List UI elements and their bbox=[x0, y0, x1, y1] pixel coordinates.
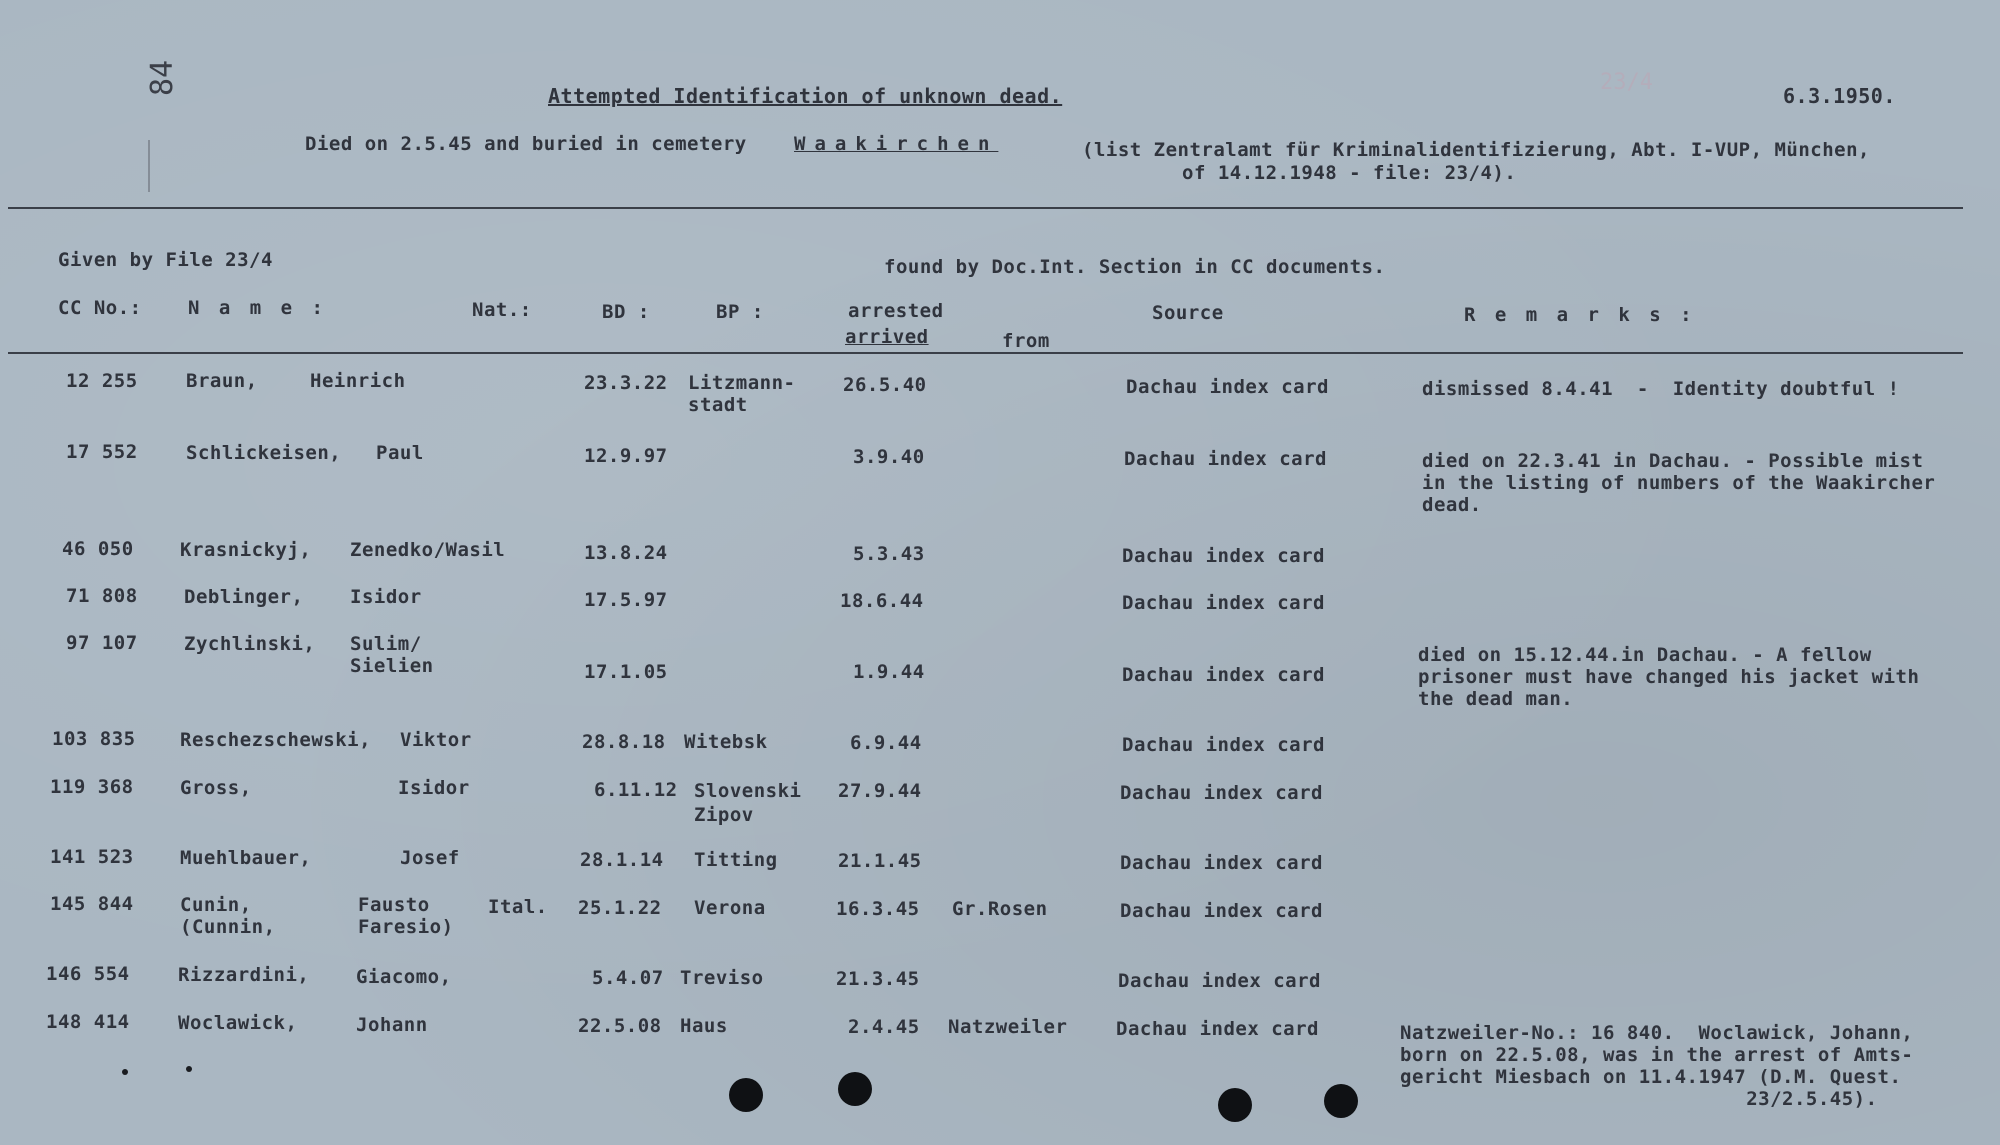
col-header-from: from bbox=[1002, 330, 1050, 352]
row-from: Gr.Rosen bbox=[952, 898, 1048, 920]
row-given-name: Giacomo, bbox=[356, 966, 452, 988]
row-cc-no: 17 552 bbox=[66, 441, 138, 463]
col-header-cc-no: CC No.: bbox=[58, 297, 142, 319]
row-source: Dachau index card bbox=[1120, 782, 1323, 804]
row-remarks: died on 22.3.41 in Dachau. - Possible mist in the listing of numbers of the Waakircher dead. bbox=[1422, 450, 1936, 516]
row-surname: Schlickeisen, bbox=[186, 442, 342, 464]
row-cc-no: 148 414 bbox=[46, 1011, 130, 1033]
row-arrived: 18.6.44 bbox=[840, 590, 924, 612]
row-source: Dachau index card bbox=[1116, 1018, 1319, 1040]
row-birth-date: 13.8.24 bbox=[584, 542, 668, 564]
row-cc-no: 141 523 bbox=[50, 846, 134, 868]
row-remarks: dismissed 8.4.41 - Identity doubtful ! bbox=[1422, 378, 1900, 400]
row-arrived: 3.9.40 bbox=[853, 446, 925, 468]
row-given-name: Johann bbox=[356, 1014, 428, 1036]
row-birth-place: Titting bbox=[694, 849, 778, 871]
row-given-name: Isidor bbox=[350, 586, 422, 608]
col-header-bp: BP : bbox=[716, 301, 764, 323]
row-surname: Deblinger, bbox=[184, 586, 304, 608]
row-birth-date: 6.11.12 bbox=[594, 779, 678, 801]
col-header-remarks: R e m a r k s : bbox=[1464, 304, 1696, 326]
row-source: Dachau index card bbox=[1122, 592, 1325, 614]
row-surname: Zychlinski, bbox=[184, 633, 316, 655]
row-cc-no: 119 368 bbox=[50, 776, 134, 798]
row-source: Dachau index card bbox=[1120, 852, 1323, 874]
row-birth-date: 12.9.97 bbox=[584, 445, 668, 467]
row-birth-date: 22.5.08 bbox=[578, 1015, 662, 1037]
row-birth-place: Treviso bbox=[680, 967, 764, 989]
row-source: Dachau index card bbox=[1122, 545, 1325, 567]
row-surname: Rizzardini, bbox=[178, 964, 310, 986]
row-remarks: died on 15.12.44.in Dachau. - A fellow prisoner must have changed his jacket with the dead man. bbox=[1418, 644, 1920, 710]
row-arrived: 21.1.45 bbox=[838, 850, 922, 872]
row-cc-no: 145 844 bbox=[50, 893, 134, 915]
row-remarks: Natzweiler-No.: 16 840. Woclawick, Johann, born on 22.5.08, was in the arrest of Amts- gericht Miesbach on 11.4.1947 (D.M. Quest. 23/2.5.45). bbox=[1400, 1022, 1914, 1110]
row-surname: Braun, bbox=[186, 370, 258, 392]
document-title: Attempted Identification of unknown dead. bbox=[548, 84, 1063, 108]
subtitle-source-line2: of 14.12.1948 - file: 23/4). bbox=[1182, 162, 1517, 184]
row-birth-date: 5.4.07 bbox=[592, 967, 664, 989]
row-given-name: Viktor bbox=[400, 729, 472, 751]
header-divider bbox=[8, 207, 1963, 209]
row-given-name: Isidor bbox=[398, 777, 470, 799]
row-cc-no: 12 255 bbox=[66, 370, 138, 392]
col-header-arrested: arrested bbox=[848, 300, 944, 322]
subtitle-source-line1: (list Zentralamt für Kriminalidentifizierung, Abt. I-VUP, München, bbox=[1082, 139, 1870, 161]
row-arrived: 5.3.43 bbox=[853, 543, 925, 565]
row-source: Dachau index card bbox=[1122, 734, 1325, 756]
col-header-nat: Nat.: bbox=[472, 299, 532, 321]
row-surname: Gross, bbox=[180, 777, 252, 799]
col-header-bd: BD : bbox=[602, 301, 650, 323]
row-birth-date: 17.1.05 bbox=[584, 661, 668, 683]
row-arrived: 2.4.45 bbox=[848, 1016, 920, 1038]
row-given-name: Josef bbox=[400, 847, 460, 869]
row-surname: Muehlbauer, bbox=[180, 847, 312, 869]
row-source: Dachau index card bbox=[1118, 970, 1321, 992]
row-arrived: 1.9.44 bbox=[853, 661, 925, 683]
row-surname: Reschezschewski, bbox=[180, 729, 372, 751]
row-arrived: 6.9.44 bbox=[850, 732, 922, 754]
row-given-name: Paul bbox=[376, 442, 424, 464]
margin-number: 84 bbox=[145, 59, 180, 96]
row-birth-date: 17.5.97 bbox=[584, 589, 668, 611]
row-source: Dachau index card bbox=[1120, 900, 1323, 922]
row-given-name: Fausto Faresio) bbox=[358, 894, 454, 938]
row-arrived: 27.9.44 bbox=[838, 780, 922, 802]
row-birth-place: Slovenski Zipov bbox=[694, 780, 802, 826]
row-given-name: Heinrich bbox=[310, 370, 406, 392]
row-given-name: Sulim/ Sielien bbox=[350, 633, 434, 677]
row-given-name: Zenedko/Wasil bbox=[350, 539, 506, 561]
punch-hole bbox=[1324, 1084, 1358, 1118]
section-left-label: Given by File 23/4 bbox=[58, 249, 273, 271]
faint-stamp: 23/4 bbox=[1600, 70, 1653, 95]
col-header-name: N a m e : bbox=[188, 297, 327, 319]
row-source: Dachau index card bbox=[1122, 664, 1325, 686]
row-source: Dachau index card bbox=[1126, 376, 1329, 398]
document-date: 6.3.1950. bbox=[1783, 84, 1896, 108]
section-right-label: found by Doc.Int. Section in CC documents. bbox=[884, 256, 1386, 278]
row-cc-no: 71 808 bbox=[66, 585, 138, 607]
row-birth-place: Litzmann- stadt bbox=[688, 372, 796, 416]
row-arrived: 16.3.45 bbox=[836, 898, 920, 920]
subtitle-prefix: Died on 2.5.45 and buried in cemetery bbox=[305, 133, 747, 155]
row-source: Dachau index card bbox=[1124, 448, 1327, 470]
row-cc-no: 146 554 bbox=[46, 963, 130, 985]
punch-hole bbox=[1218, 1088, 1252, 1122]
row-birth-place: Verona bbox=[694, 897, 766, 919]
col-header-arrived: arrived bbox=[845, 326, 929, 348]
cemetery-name: Waakirchen bbox=[794, 133, 999, 155]
row-nationality: Ital. bbox=[488, 896, 548, 918]
row-birth-date: 28.8.18 bbox=[582, 731, 666, 753]
row-surname: Cunin, (Cunnin, bbox=[180, 894, 276, 938]
punch-hole bbox=[838, 1072, 872, 1106]
row-birth-date: 25.1.22 bbox=[578, 897, 662, 919]
col-header-source: Source bbox=[1152, 302, 1224, 324]
row-birth-place: Haus bbox=[680, 1015, 728, 1037]
margin-tick bbox=[148, 140, 150, 192]
table-header-divider bbox=[8, 352, 1963, 354]
ink-speck bbox=[122, 1069, 128, 1075]
row-from: Natzweiler bbox=[948, 1016, 1068, 1038]
row-birth-date: 28.1.14 bbox=[580, 849, 664, 871]
punch-hole bbox=[729, 1078, 763, 1112]
row-cc-no: 103 835 bbox=[52, 728, 136, 750]
row-birth-place: Witebsk bbox=[684, 731, 768, 753]
row-arrived: 21.3.45 bbox=[836, 968, 920, 990]
ink-speck bbox=[186, 1066, 192, 1072]
row-birth-date: 23.3.22 bbox=[584, 372, 668, 394]
row-arrived: 26.5.40 bbox=[843, 374, 927, 396]
row-cc-no: 97 107 bbox=[66, 632, 138, 654]
row-surname: Woclawick, bbox=[178, 1012, 298, 1034]
row-surname: Krasnickyj, bbox=[180, 539, 312, 561]
row-cc-no: 46 050 bbox=[62, 538, 134, 560]
